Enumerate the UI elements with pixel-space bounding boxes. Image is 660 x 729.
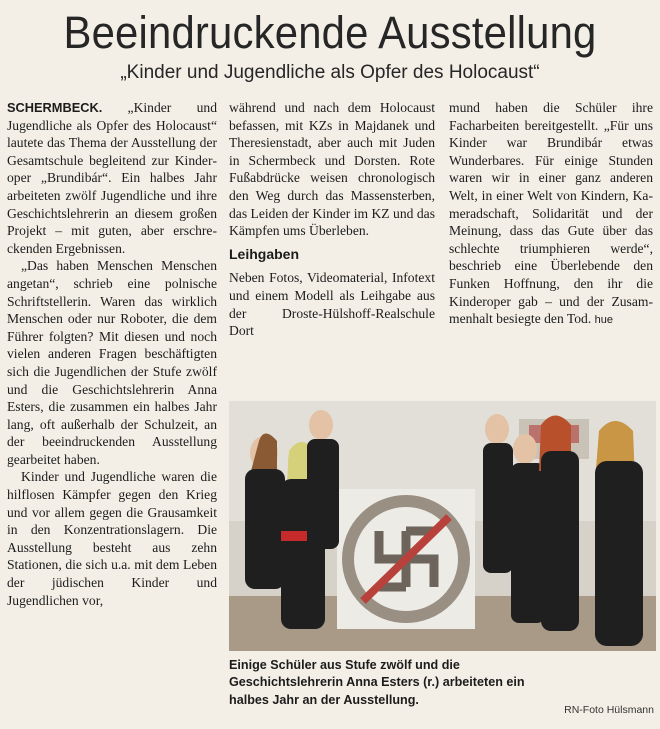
dateline: SCHERMBECK.	[7, 100, 103, 115]
section-subtitle: Leihgaben	[229, 245, 300, 262]
article-column-1	[7, 99, 217, 609]
article-photo	[229, 401, 656, 651]
paragraph-text: „Kinder und Jugendliche als Opfer des Holocaust“ lautete das Thema der Ausstellung der Gesamtschule begleitend zur Kinderoper „Brundibár“. Ein halbes Jahr arbeiteten zwölf Jugendliche und ihre Geschichtslehrerin an diesem großen Projekt – mit guten, aber erschreckenden Ergebnissen.	[7, 100, 217, 256]
paragraph: „Das haben Menschen Menschen angetan“, schrieb eine polnische Schriftstellerin. Waren das wirklich Menschen oder nur Roboter, die dem Führer folgten? Mit diesen und noch vielen anderen Fragen beschäftigten sich die Jugendlichen der Stufe zwölf und die Geschichtslehrerin Anna Esters, die zusammen ein halbes Jahr lang, oft außerhalb der Schulzeit, an der beeindruckenden Ausstellung gearbeitet haben.	[7, 258, 217, 467]
paragraph-text: mund haben die Schüler ihre Facharbeiten bereitgestellt. „Für uns Kinder war Brundibár etwas Wunderbares. Für einige Stunden waren wir in einer ganz anderen Welt, in einer Welt von Kindern, Kameradschaft, Solidarität und der Meinung, dass das Gute über das schlechte triumphieren werde“, beschrieb eine Überlebende den Funken Hoffnung, den ihr die Kinderoper gab – und der Zusammenhalt besiegte den Tod.	[449, 100, 653, 327]
author-signature: hue	[594, 314, 614, 327]
photo-caption: Einige Schüler aus Stufe zwölf und die Geschichtslehrerin Anna Esters (r.) arbeiteten ein halbes Jahr an der Ausstellung.	[229, 658, 525, 707]
article-column-3	[449, 99, 653, 330]
paragraph	[7, 99, 217, 257]
paragraph: während und nach dem Holocaust befassen, mit KZs in Majdanek und Theresienstadt, aber auch mit Juden in Schermbeck und Dorsten. Rote Fußabdrücke weisen chronologisch den Weg durch das Massensterben, das Leiden der Kinder im KZ und das Kämpfen ums Überleben.	[229, 100, 435, 239]
headline: Beeindruckende Ausstellung	[63, 7, 597, 58]
paragraph: Neben Fotos, Videomaterial, Infotext und einem Modell als Leihgabe aus der Droste-Hülshoff-Realschule Dort	[229, 270, 435, 339]
photo-credit: RN-Foto Hülsmann	[564, 704, 654, 716]
subheadline: „Kinder und Jugendliche als Opfer des Holocaust“	[120, 62, 540, 83]
article-column-2	[229, 99, 435, 340]
paragraph	[449, 99, 653, 330]
paragraph: Kinder und Jugendliche waren die hilflosen Kämpfer gegen den Krieg und vor allem gegen die Grausamkeit in den Konzentrationslagern. Die Ausstellung besteht aus zehn Stationen, die sich u.a. mit dem Leben der jüdischen Kinder und Jugendlichen vor,	[7, 469, 217, 608]
photo-illustration	[229, 401, 656, 651]
